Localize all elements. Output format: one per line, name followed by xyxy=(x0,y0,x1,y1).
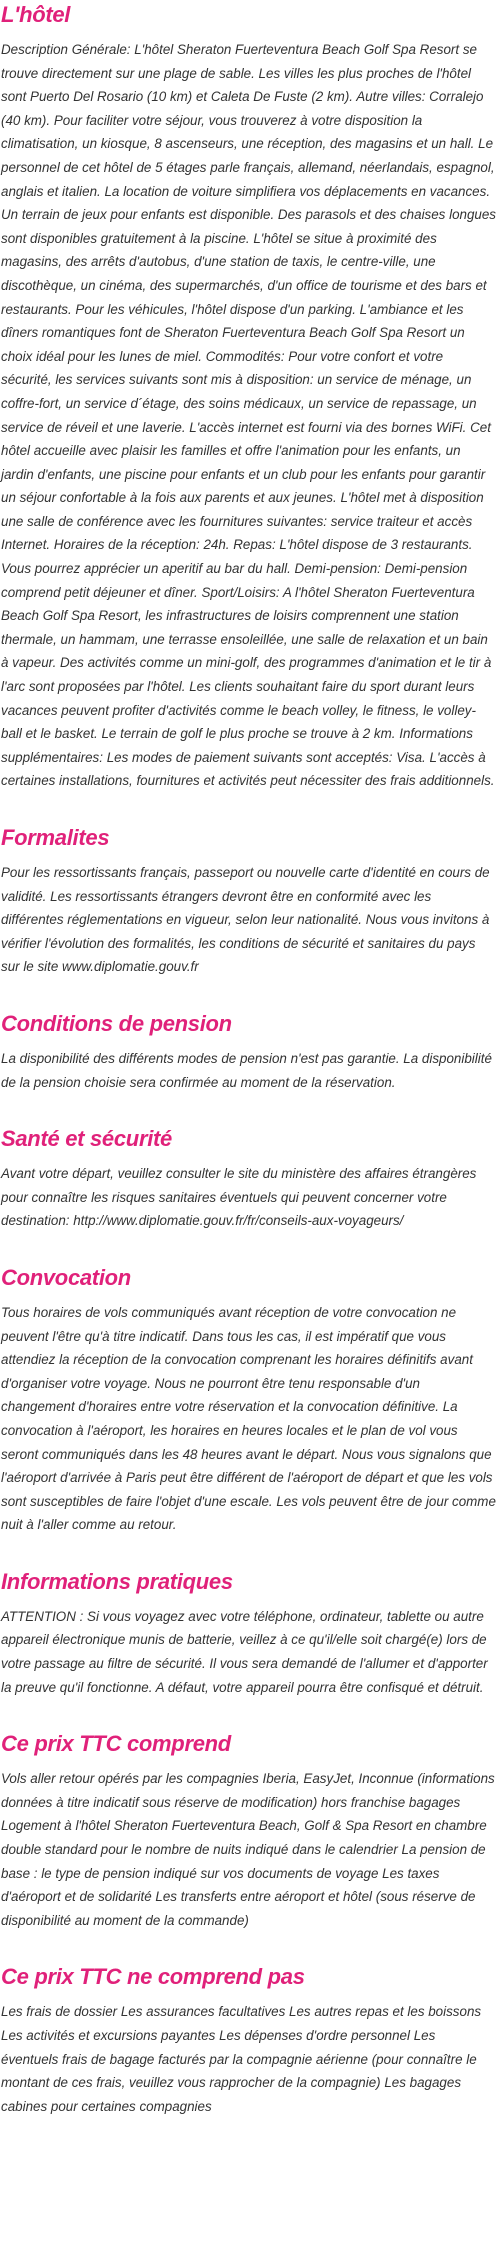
section-body-conditions-pension: La disponibilité des différents modes de pension n'est pas garantie. La disponibilité de la pension choisie sera confirmée au moment de la réservation. xyxy=(1,1050,492,1090)
section-body-prix-ne-comprend-pas: Les frais de dossier Les assurances facultatives Les autres repas et les boissons Les activités et excursions payantes Les dépenses d'ordre personnel Les éventuels frais de bagage facturés par la compagnie aérienne (pour connaître le montant de ces frais, veuillez vous rapprocher de la compagnie) Les bagages cabines pour certaines compagnies xyxy=(1,2004,482,2114)
section-prix-ne-comprend-pas xyxy=(1,1962,496,2118)
section-title-convocation: Convocation xyxy=(1,1264,131,1290)
section-title-conditions-pension: Conditions de pension xyxy=(1,1010,232,1036)
section-formalites xyxy=(1,823,496,979)
section-body-hotel: Description Générale: L'hôtel Sheraton Fuerteventura Beach Golf Spa Resort se trouve directement sur une plage de sable. Les villes les plus proches de l'hôtel sont Puerto Del Rosario (10 km) et Caleta De Fuste (2 km). Autre villes: Corralejo (40 km). Pour faciliter votre séjour, vous trouverez à votre disposition la climatisation, un kiosque, 8 ascenseurs, une réception, des magasins et un hall. Le personnel de cet hôtel de 5 étages parle français, allemand, néerlandais, espagnol, anglais et italien. La location de voiture simplifiera vos déplacements en vacances. Un terrain de jeux pour enfants est disponible. Des parasols et des chaises longues sont disponibles gratuitement à la piscine. L'hôtel se situe à proximité des magasins, des arrêts d'autobus, d'une station de taxis, le centre-ville, une discothèque, un cinéma, des supermarchés, d'un office de tourisme et des bars et restaurants. Pour les véhicules, l'hôtel dispose d'un parking. L'ambiance et les dîners romantiques font de Sheraton Fuerteventura Beach Golf Spa Resort un choix idéal pour les lunes de miel. Commodités: Pour votre confort et votre sécurité, les services suivants sont mis à disposition: un service de ménage, un coffre-fort, un service d´étage, des soins médicaux, un service de repassage, un service de réveil et une laverie. L'accès internet est fourni via des bornes WiFi. Cet hôtel accueille avec plaisir les familles et offre l'animation pour les enfants, un jardin d'enfants, une piscine pour enfants et un club pour les enfants pour garantir un séjour confortable à la fois aux parents et aux jeunes. L'hôtel met à disposition une salle de conférence avec les fournitures suivantes: service traiteur et accès Internet. Horaires de la réception: 24h. Repas: L'hôtel dispose de 3 restaurants. Vous pourrez apprécier un aperitif au bar du hall. Demi-pension: Demi-pension comprend petit déjeuner et dîner. Sport/Loisirs: A l'hôtel Sheraton Fuerteventura Beach Golf Spa Resort, les infrastructures de loisirs comprennent une station thermale, un hammam, une terrasse ensoleillée, une salle de relaxation et un bain à vapeur. Des activités comme un mini-golf, des programmes d'animation et le tir à l'arc sont proposées par l'hôtel. Les clients souhaitant faire du sport durant leurs vacances peuvent profiter d'activités comme le beach volley, le fitness, le volley-ball et le basket. Le terrain de golf le plus proche se trouve à 2 km. Informations supplémentaires: Les modes de paiement suivants sont acceptés: Visa. L'accès à certaines installations, fournitures et activités peut nécessiter des frais additionnels. xyxy=(1,42,497,789)
section-convocation xyxy=(1,1263,496,1537)
section-title-informations-pratiques: Informations pratiques xyxy=(1,1568,233,1594)
section-body-formalites: Pour les ressortissants français, passeport ou nouvelle carte d'identité en cours de validité. Les ressortissants étrangers devront être en conformité avec les différentes réglementations en vigueur, selon leur nationalité. Nous vous invitons à vérifier l'évolution des formalités, les conditions de sécurité et sanitaires du pays sur le site www.diplomatie.gouv.fr xyxy=(1,865,490,975)
section-hotel xyxy=(1,0,496,793)
section-body-informations-pratiques: ATTENTION : Si vous voyagez avec votre téléphone, ordinateur, tablette ou autre appareil électronique munis de batterie, veillez à ce qu'il/elle soit chargé(e) lors de votre passage au filtre de sécurité. Il vous sera demandé de l'allumer et d'apporter la preuve qu'il fonctionne. A défaut, votre appareil pourra être confisqué et détruit. xyxy=(1,1608,488,1695)
section-title-formalites: Formalites xyxy=(1,825,110,850)
section-title-sante-securite: Santé et sécurité xyxy=(1,1126,172,1152)
section-sante-securite xyxy=(1,1124,496,1233)
section-conditions-pension xyxy=(1,1009,496,1094)
section-body-convocation: Tous horaires de vols communiqués avant réception de votre convocation ne peuvent l'être qu'à titre indicatif. Dans tous les cas, il est impératif que vous attendiez la réception de la convocation comprenant les horaires définitifs avant d'organiser votre voyage. Nous ne pourront être tenu responsable d'un changement d'horaires entre votre réservation et la convocation définitive. La convocation à l'aéroport, les horaires en heures locales et le plan de vol vous seront communiqués dans les 48 heures avant le départ. Nous vous signalons que l'aéroport d'arrivée à Paris peut être différent de l'aéroport de départ et que les vols sont susceptibles de faire l'objet d'une escale. Les vols peuvent être de jour comme nuit à l'aller comme au retour. xyxy=(1,1304,496,1533)
section-prix-comprend xyxy=(1,1729,496,1932)
section-informations-pratiques xyxy=(1,1567,496,1699)
section-title-prix-ne-comprend-pas: Ce prix TTC ne comprend pas xyxy=(1,1964,305,1990)
section-body-prix-comprend: Vols aller retour opérés par les compagnies Iberia, EasyJet, Inconnue (informations données à titre indicatif sous réserve de modification) hors franchise bagages Logement à l'hôtel Sheraton Fuerteventura Beach, Golf & Spa Resort en chambre double standard pour le nombre de nuits indiqué dans le calendrier La pension de base : le type de pension indiqué sur vos documents de voyage Les taxes d'aéroport et de solidarité Les transferts entre aéroport et hôtel (sous réserve de disponibilité au moment de la commande) xyxy=(1,1771,495,1928)
section-title-hotel: L'hôtel xyxy=(1,2,71,27)
section-body-sante-securite: Avant votre départ, veuillez consulter le site du ministère des affaires étrangères pour connaître les risques sanitaires éventuels qui peuvent concerner votre destination: http://www.diplomatie.gouv.fr/fr/conseils-aux-voyageurs/ xyxy=(1,1166,477,1229)
section-title-prix-comprend: Ce prix TTC comprend xyxy=(1,1731,231,1757)
